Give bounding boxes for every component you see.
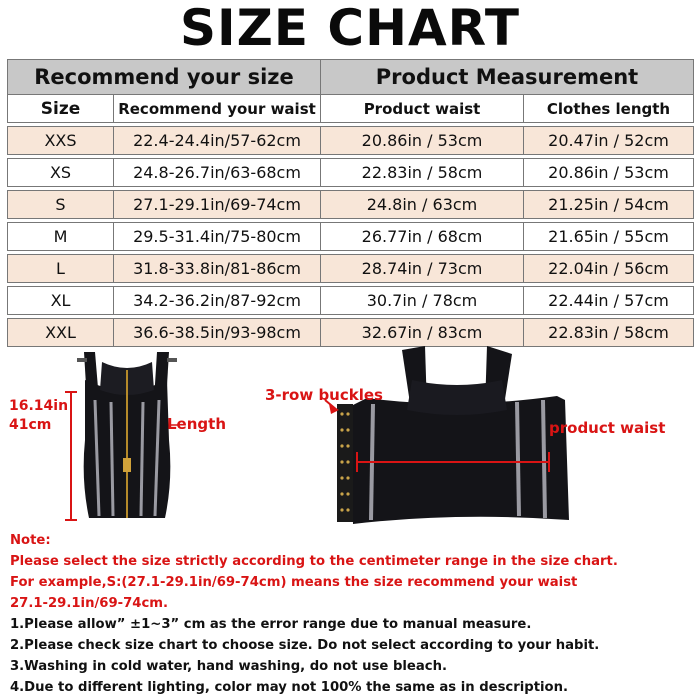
cell-size: M: [8, 223, 114, 251]
vest-front-illustration: [7, 340, 247, 530]
note-red-line: For example,S:(27.1-29.1in/69-74cm) means the size recommend your waist: [10, 575, 578, 590]
cell-clothes-length: 20.86in / 53cm: [524, 159, 694, 187]
cell-recommend-waist: 22.4-24.4in/57-62cm: [114, 127, 321, 155]
cell-clothes-length: 22.44in / 57cm: [524, 287, 694, 315]
group-header-row: [8, 60, 694, 95]
note-red-line: Please select the size strictly according to the centimeter range in the size chart.: [10, 554, 618, 569]
note-line: 4.Due to different lighting, color may not 100% the same as in description.: [10, 680, 568, 695]
cell-recommend-waist: 31.8-33.8in/81-86cm: [114, 255, 321, 283]
note-red-line: 27.1-29.1in/69-74cm.: [10, 596, 169, 611]
cell-product-waist: 26.77in / 68cm: [321, 223, 524, 251]
table-row: [8, 287, 694, 315]
measurement-figures: [7, 340, 693, 530]
column-header-size: Size: [8, 95, 114, 123]
cell-size: XXL: [8, 319, 114, 347]
cell-recommend-waist: 34.2-36.2in/87-92cm: [114, 287, 321, 315]
table-row: [8, 127, 694, 155]
column-header-clothes-length: Clothes length: [524, 95, 694, 123]
group-header-product: Product Measurement: [321, 60, 694, 95]
cell-clothes-length: 22.83in / 58cm: [524, 319, 694, 347]
column-header-product-waist: Product waist: [321, 95, 524, 123]
cell-size: XS: [8, 159, 114, 187]
cell-clothes-length: 21.65in / 55cm: [524, 223, 694, 251]
column-header-row: [8, 95, 694, 123]
buckles-label: 3-row buckles: [265, 386, 383, 404]
table-row: [8, 223, 694, 251]
cell-product-waist: 32.67in / 83cm: [321, 319, 524, 347]
cell-product-waist: 28.74in / 73cm: [321, 255, 524, 283]
note-line: 2.Please check size chart to choose size. Do not select according to your habit.: [10, 638, 600, 653]
column-header-recommend-waist: Recommend your waist: [114, 95, 321, 123]
table-row: [8, 191, 694, 219]
cell-clothes-length: 21.25in / 54cm: [524, 191, 694, 219]
table-row: [8, 255, 694, 283]
cell-recommend-waist: 29.5-31.4in/75-80cm: [114, 223, 321, 251]
cell-product-waist: 24.8in / 63cm: [321, 191, 524, 219]
cell-size: XXS: [8, 127, 114, 155]
notes-heading: Note:: [10, 533, 51, 548]
cell-size: S: [8, 191, 114, 219]
cell-recommend-waist: 36.6-38.5in/93-98cm: [114, 319, 321, 347]
cell-recommend-waist: 27.1-29.1in/69-74cm: [114, 191, 321, 219]
page-title: SIZE CHART: [179, 0, 521, 57]
length-cm-label: 41cm: [9, 417, 52, 433]
table-row: [8, 159, 694, 187]
cell-product-waist: 20.86in / 53cm: [321, 127, 524, 155]
cell-size: L: [8, 255, 114, 283]
note-line: 1.Please allow” ±1~3” cm as the error range due to manual measure.: [10, 617, 532, 632]
length-in-label: 16.14in: [9, 398, 69, 414]
size-chart-table: [7, 59, 694, 347]
cell-recommend-waist: 24.8-26.7in/63-68cm: [114, 159, 321, 187]
product-waist-label: product waist: [549, 419, 666, 437]
cell-product-waist: 30.7in / 78cm: [321, 287, 524, 315]
cell-clothes-length: 20.47in / 52cm: [524, 127, 694, 155]
group-header-recommend: Recommend your size: [8, 60, 321, 95]
notes-section: [10, 530, 694, 698]
cell-clothes-length: 22.04in / 56cm: [524, 255, 694, 283]
cell-size: XL: [8, 287, 114, 315]
length-label: Length: [167, 415, 226, 433]
note-line: 3.Washing in cold water, hand washing, do not use bleach.: [10, 659, 447, 674]
cell-product-waist: 22.83in / 58cm: [321, 159, 524, 187]
